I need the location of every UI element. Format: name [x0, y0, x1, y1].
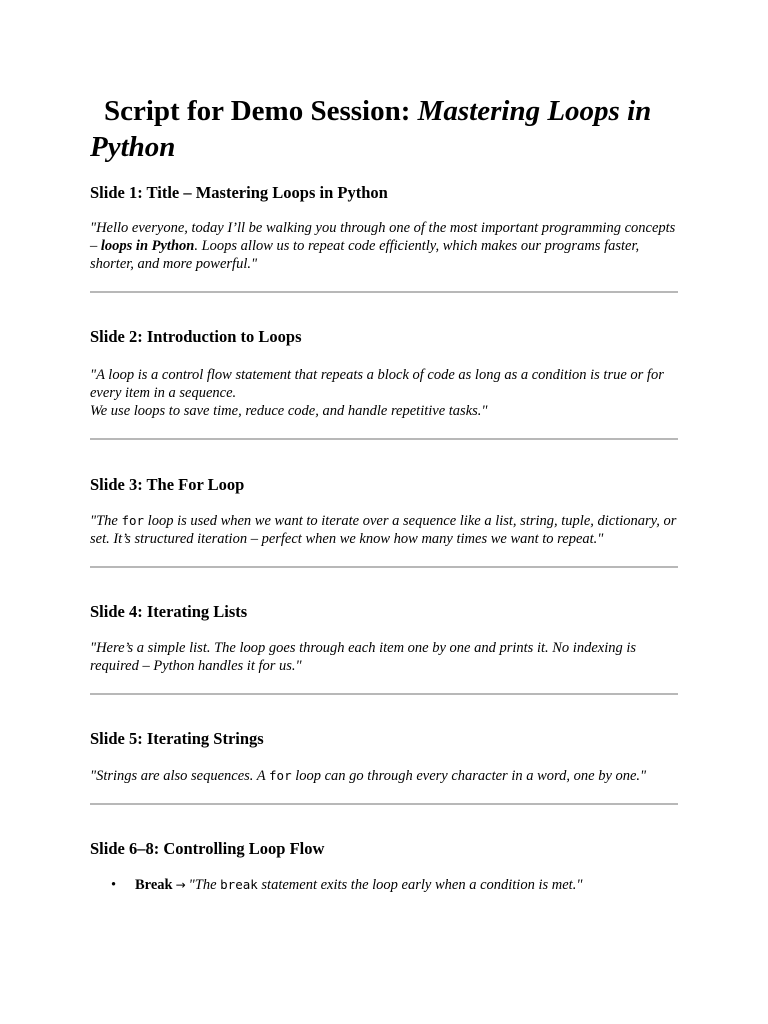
slide-2-heading: Slide 2: Introduction to Loops	[90, 327, 302, 346]
section-divider	[90, 693, 678, 695]
document-title-prefix: Script for Demo Session:	[104, 95, 418, 127]
arrow-right-icon: →	[175, 878, 186, 892]
bullet-term: Break	[135, 877, 173, 893]
section-divider	[90, 291, 678, 293]
slide-5-quote-part-b: loop can go through every character in a word, one by one."	[291, 768, 647, 784]
slide-2-quote	[90, 366, 678, 420]
bullet-marker: •	[111, 877, 117, 893]
slide-2-quote-line-2: We use loops to save time, reduce code, and handle repetitive tasks."	[90, 403, 488, 419]
slide-5-inline-code: for	[269, 768, 292, 783]
slide-5-quote	[90, 767, 678, 785]
document-title	[90, 0, 678, 165]
list-item	[111, 876, 678, 894]
slide-1-quote	[90, 219, 678, 273]
section-divider	[90, 438, 678, 440]
slide-3-inline-code: for	[121, 513, 145, 528]
bullet-description-part-a: "The	[188, 877, 221, 893]
section-divider	[90, 803, 678, 805]
slide-1-quote-part-a: "Hello everyone, today I’ll be walking you through one of the most important programming concepts –	[90, 220, 676, 254]
slide-2-quote-line-1: "A loop is a control flow statement that repeats a block of code as long as a condition is true or for every item in a sequence.	[90, 367, 664, 401]
slide-3-heading: Slide 3: The For Loop	[90, 475, 245, 494]
slide-3-quote-part-a: "The	[90, 513, 122, 529]
bullet-description	[189, 877, 583, 893]
bullet-inline-code: break	[220, 877, 258, 892]
slide-5-quote-part-a: "Strings are also sequences. A	[90, 768, 270, 784]
document-title-emphasis: Mastering Loops in Python	[90, 95, 652, 163]
slide-4-quote: "Here’s a simple list. The loop goes through each item one by one and prints it. No indexing is required – Python handles it for us."	[90, 640, 637, 674]
slide-3-quote	[90, 512, 678, 548]
slide-1-heading: Slide 1: Title – Mastering Loops in Python	[90, 183, 388, 202]
slide-1-quote-bold: loops in Python	[100, 238, 195, 254]
slide-3-quote-part-b: loop is used when we want to iterate over a sequence like a list, string, tuple, dictionary, or set. It’s structured iteration – perfect when we know how many times we want to repeat."	[90, 513, 677, 547]
section-divider	[90, 566, 678, 568]
slide-4-heading: Slide 4: Iterating Lists	[90, 602, 248, 621]
slide-1-quote-part-b: . Loops allow us to repeat code efficiently, which makes our programs faster, shorter, and more powerful."	[90, 238, 640, 272]
slide-6-8-heading: Slide 6–8: Controlling Loop Flow	[90, 839, 325, 858]
bullet-description-part-b: statement exits the loop early when a condition is met."	[257, 877, 583, 893]
slide-5-heading: Slide 5: Iterating Strings	[90, 729, 264, 748]
loop-control-list	[90, 876, 678, 894]
